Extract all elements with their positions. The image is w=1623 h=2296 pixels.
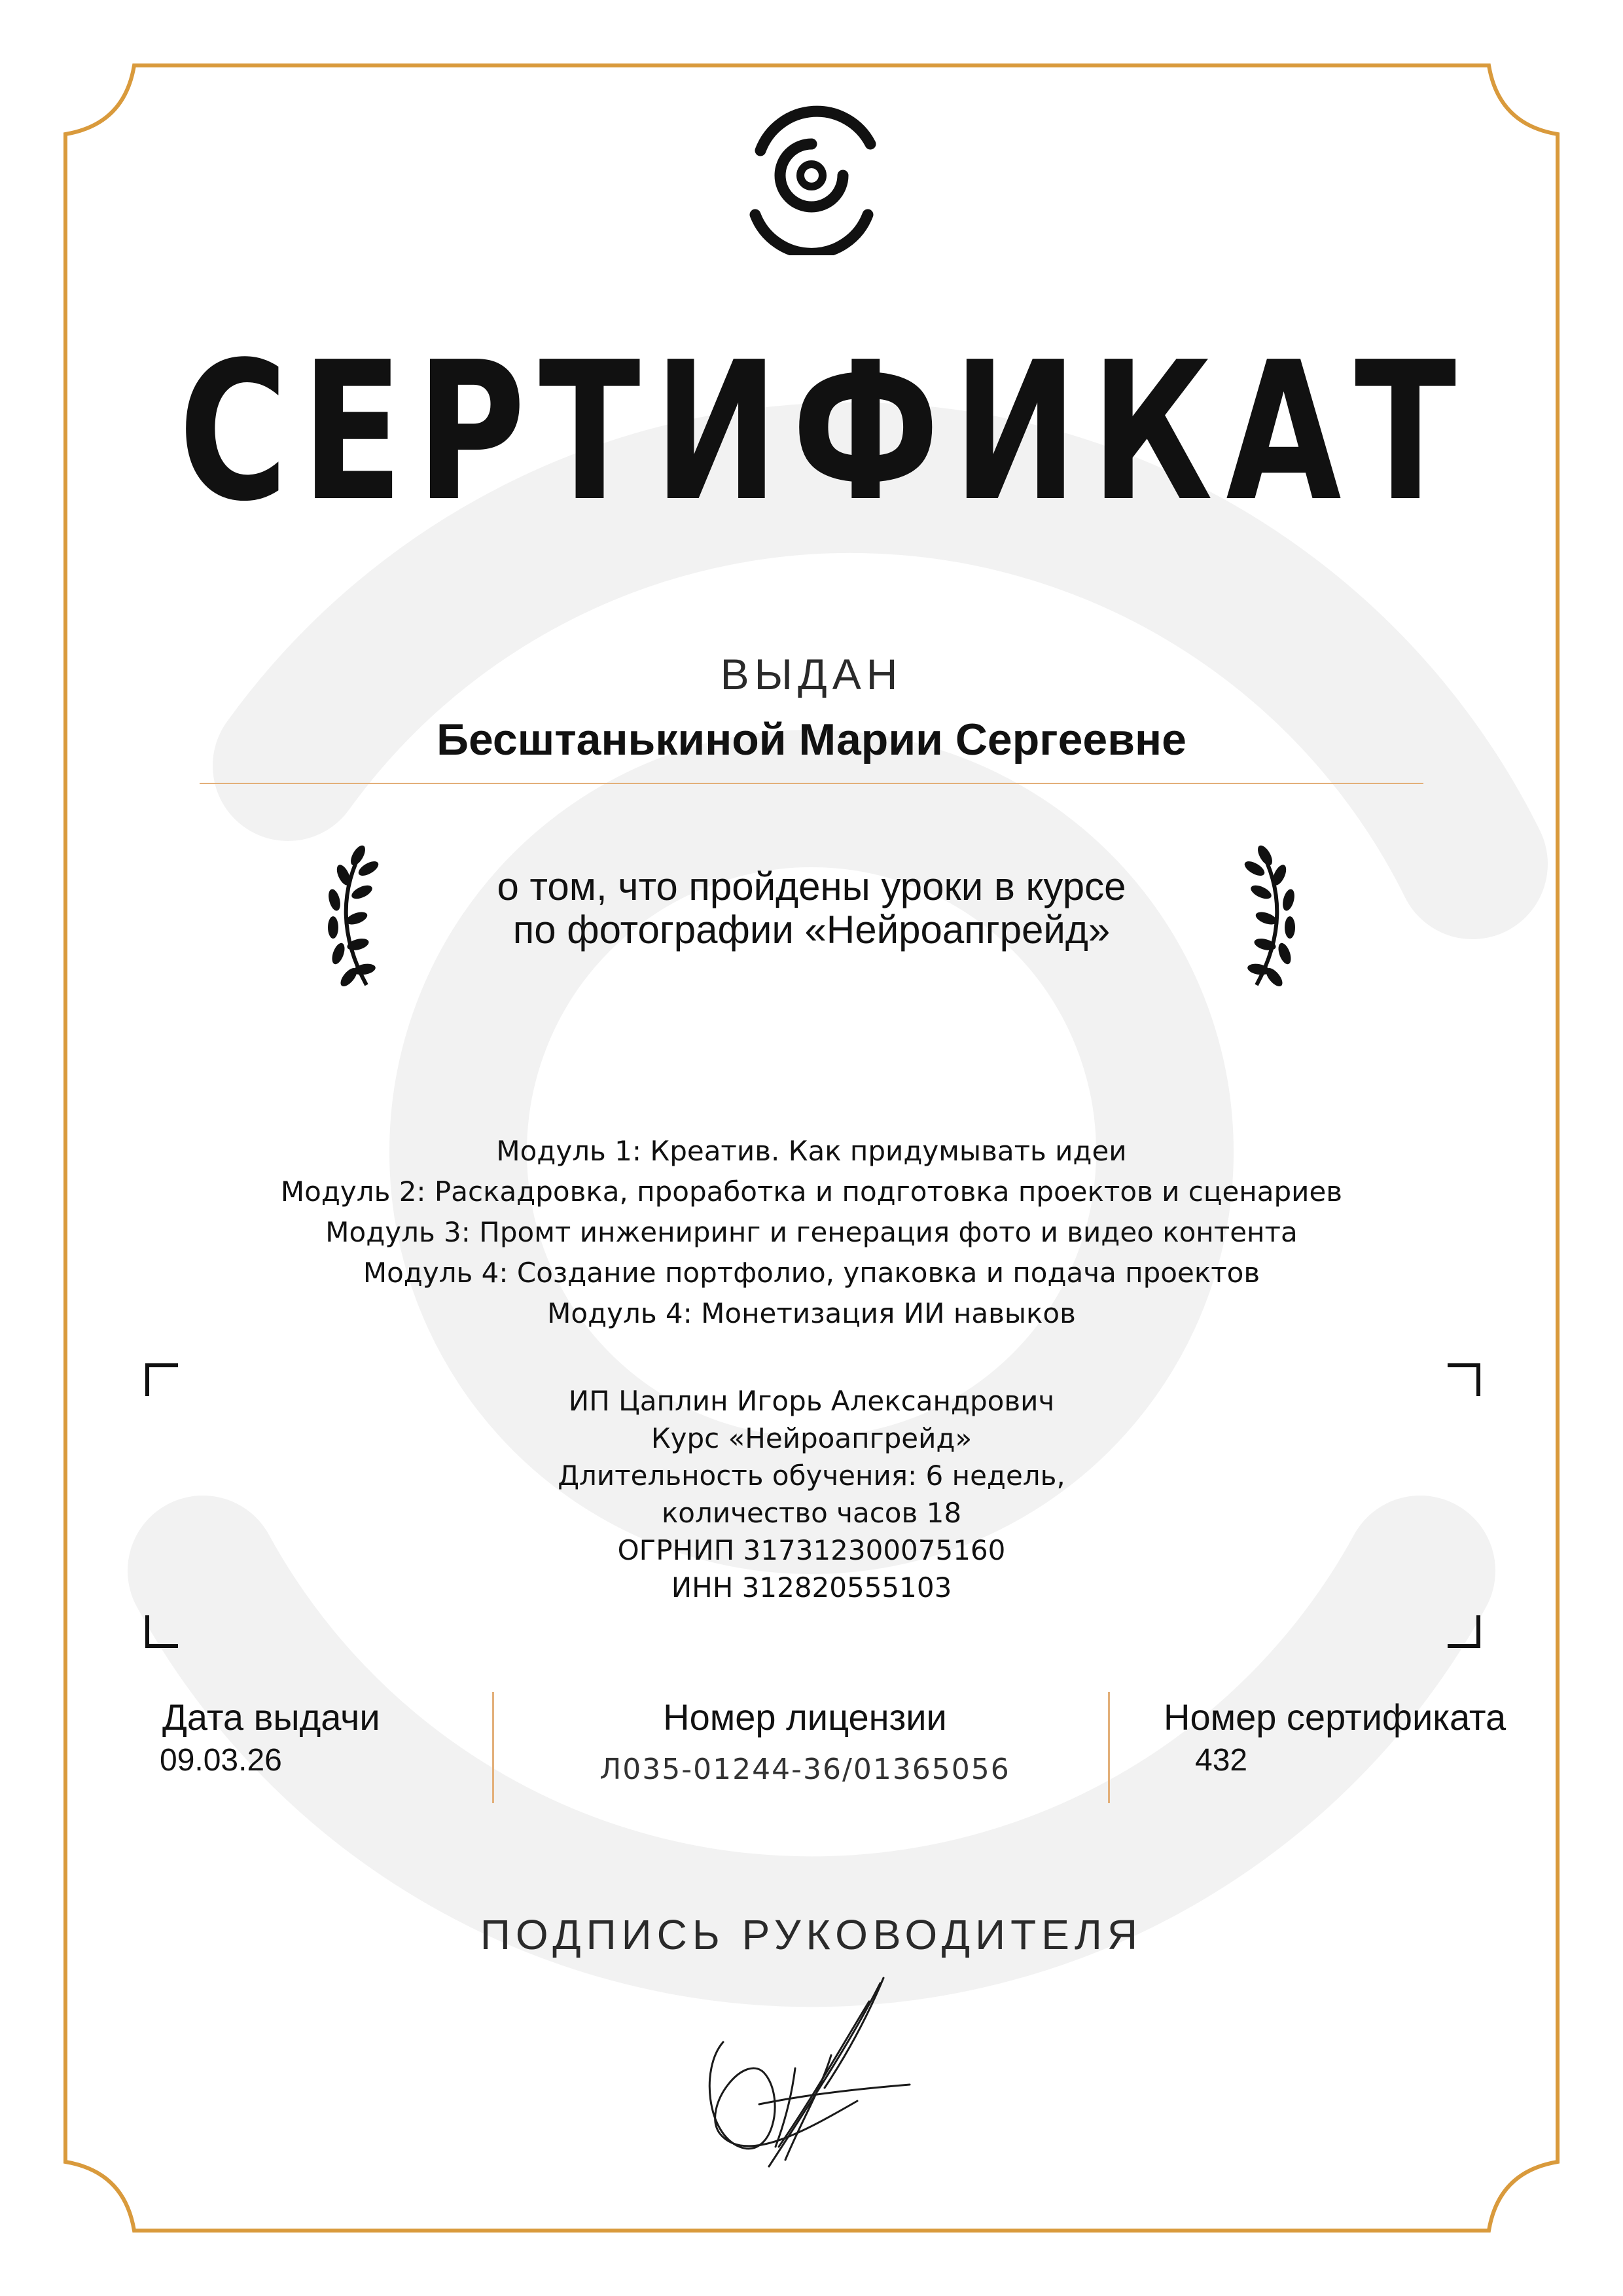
org-duration: Длительность обучения: 6 недель, (558, 1460, 1065, 1492)
description-line: о том, что пройдены уроки в курсе (497, 865, 1126, 908)
module-item: Модуль 1: Креатив. Как придумывать идеи (496, 1135, 1127, 1167)
certificate-number-label: Номер сертификата (1164, 1696, 1507, 1738)
org-ogrnip: ОГРНИП 317312300075160 (617, 1534, 1006, 1566)
certificate-description (0, 865, 1623, 952)
issued-label: ВЫДАН (720, 650, 903, 698)
license-value: Л035-01244-36/01365056 (599, 1753, 1010, 1786)
issue-date-value: 09.03.26 (160, 1743, 282, 1778)
certificate-title: СЕРТИФИКАТ (178, 321, 1470, 543)
issue-date-label: Дата выдачи (162, 1696, 380, 1738)
column-divider (492, 1692, 494, 1803)
corner-bracket-bottom-left (145, 1615, 178, 1648)
recipient-name: Бесштанькиной Марии Сергеевне (437, 715, 1186, 764)
description-line: по фотографии «Нейроапгрейд» (512, 908, 1111, 952)
corner-bracket-bottom-right (1448, 1615, 1480, 1648)
column-divider (1108, 1692, 1110, 1803)
module-item: Модуль 2: Раскадровка, проработка и подготовка проектов и сценариев (280, 1175, 1343, 1208)
module-item: Модуль 3: Промт инжениринг и генерация фото и видео контента (325, 1216, 1298, 1248)
module-item: Модуль 4: Создание портфолио, упаковка и подача проектов (363, 1257, 1260, 1289)
org-name: ИП Цаплин Игорь Александрович (568, 1385, 1055, 1417)
modules-list (0, 1131, 1623, 1334)
org-hours: количество часов 18 (661, 1497, 962, 1529)
signature-label: ПОДПИСЬ РУКОВОДИТЕЛЯ (480, 1911, 1143, 1958)
eye-smile-logo-icon (746, 98, 877, 255)
organization-info (0, 1382, 1623, 1606)
certificate-number-value: 432 (1195, 1743, 1248, 1778)
org-inn: ИНН 312820555103 (671, 1571, 952, 1604)
license-label: Номер лицензии (663, 1696, 947, 1738)
org-course: Курс «Нейроапгрейд» (651, 1422, 972, 1454)
handwritten-signature (661, 1970, 936, 2173)
module-item: Модуль 4: Монетизация ИИ навыков (547, 1297, 1076, 1329)
recipient-underline (200, 783, 1423, 784)
